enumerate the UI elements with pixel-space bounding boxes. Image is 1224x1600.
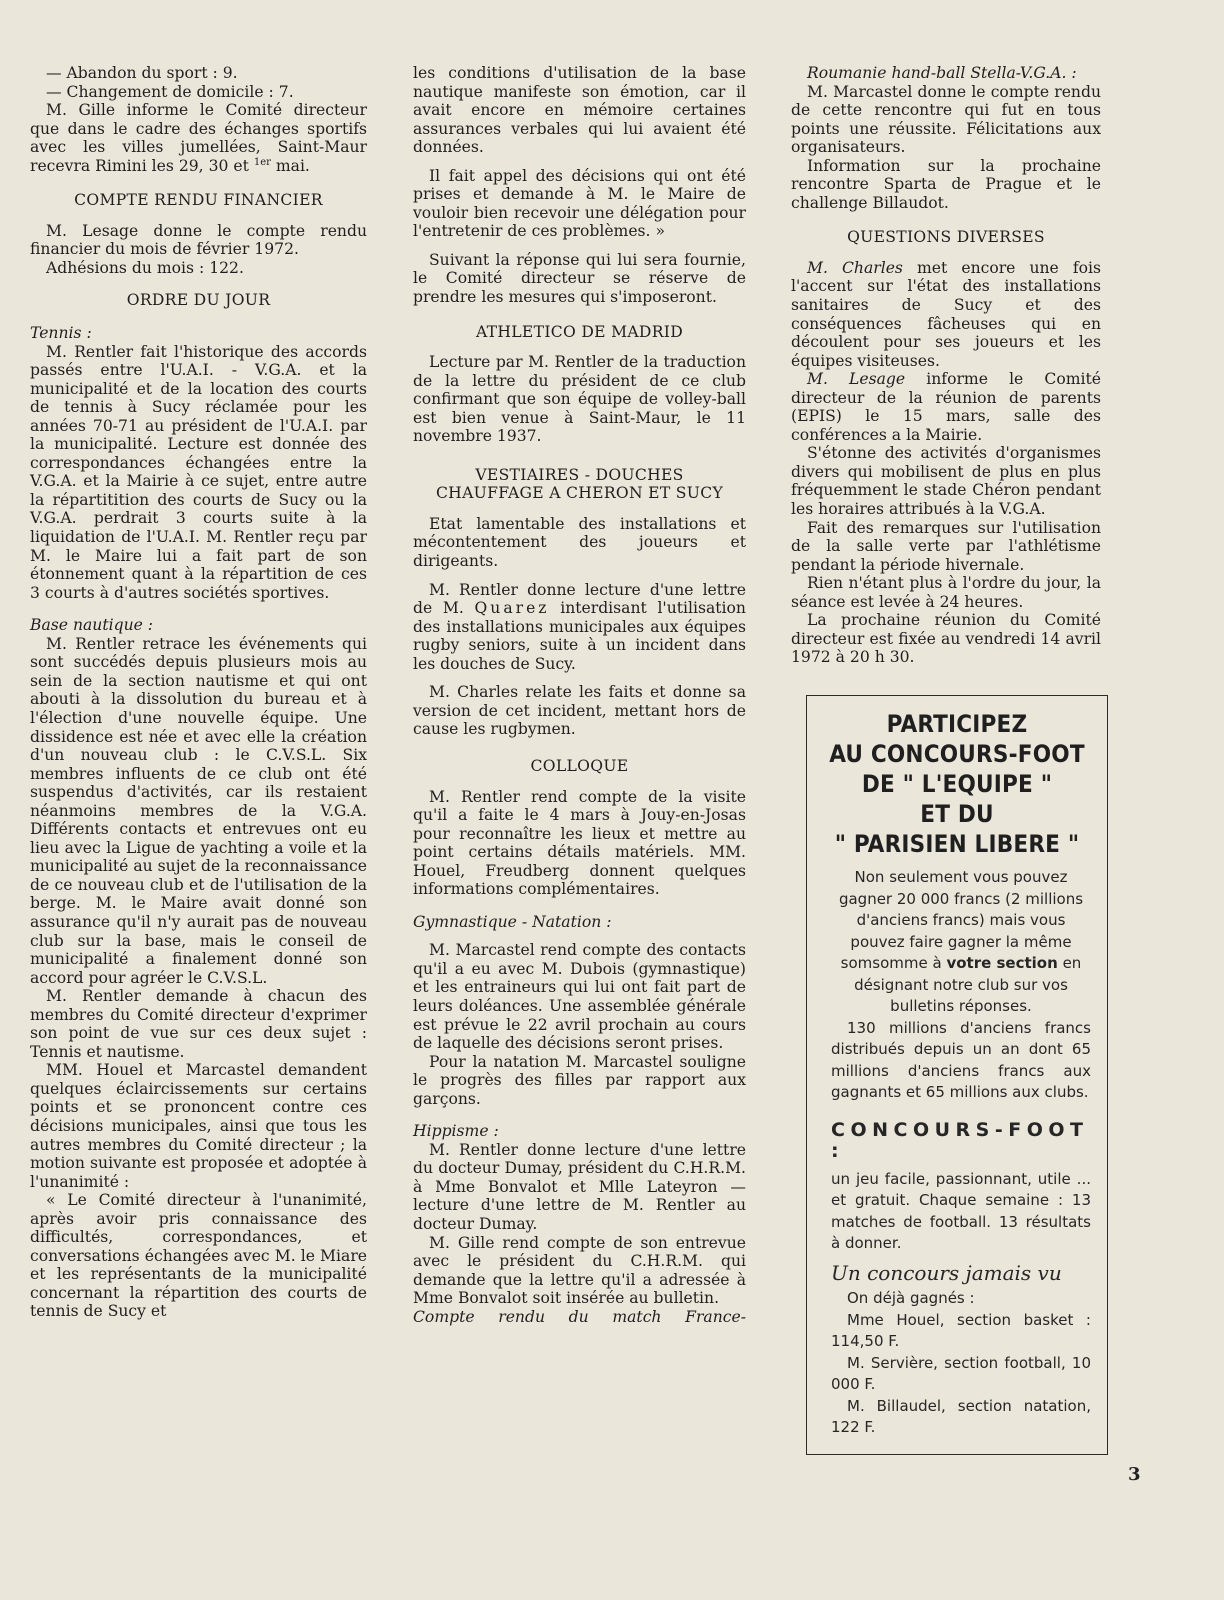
section-heading-colloque: COLLOQUE xyxy=(530,756,629,775)
paragraph: M. Lesage donne le compte rendu financier du mois de février 1972. xyxy=(30,221,367,259)
paragraph: Adhésions du mois : 122. xyxy=(46,258,244,277)
paragraph: — Abandon du sport : 9. xyxy=(46,64,238,82)
paragraph: M. Rentler donne lecture d'une lettre du docteur Dumay, président du C.H.R.M. à Mme Bonvalot et Mlle Lateyron — lecture d'une lettre de M. Rentler au docteur Dumay. xyxy=(413,1140,746,1233)
advert-paragraph: On déjà gagnés : xyxy=(847,1289,975,1307)
advert-winner: M. Billaudel, section natation, 122 F. xyxy=(831,1396,1091,1436)
advert-subtitle: CONCOURS-FOOT : xyxy=(831,1118,1089,1162)
subheading-hippisme: Hippisme : xyxy=(413,1122,499,1141)
paragraph: « Le Comité directeur à l'unanimité, après avoir pris connaissance des difficultés, correspondances, et conversations échangées avec M. le Miare et les représentants de la municipalité concernant la répartition des courts de tennis de Sucy et xyxy=(30,1191,367,1321)
paragraph: les conditions d'utilisation de la base nautique manifeste son émotion, car il avait encore en mémoire certaines assurances verbales qui lui avaient été données. xyxy=(413,64,746,157)
advert-slogan: Un concours jamais vu xyxy=(831,1260,1062,1285)
section-heading-finance: COMPTE RENDU FINANCIER xyxy=(74,191,323,210)
paragraph: Suivant la réponse qui lui sera fournie, le Comité directeur se réserve de prendre les mesures qui s'imposeront. xyxy=(413,250,746,307)
paragraph: Rien n'étant plus à l'ordre du jour, la séance est levée à 24 heures. xyxy=(791,574,1101,611)
subheading-base-nautique: Base nautique : xyxy=(30,616,154,635)
paragraph: — Changement de domicile : 7. xyxy=(46,82,294,101)
paragraph: Etat lamentable des installations et mécontentement des joueurs et dirigeants. xyxy=(413,514,746,571)
paragraph: La prochaine réunion du Comité directeur est fixée au vendredi 14 avril 1972 à 20 h 30. xyxy=(791,611,1101,667)
paragraph: Il fait appel des décisions qui ont été prises et demande à M. le Maire de vouloir bien recevoir une délégation pour l'entretenir de ces problèmes. » xyxy=(413,166,746,241)
paragraph: M. Rentler fait l'historique des accords passés entre l'U.A.I. - V.G.A. et la municipalité et de la location des courts de tennis à Sucy réclamée pour les années 70-71 au président de l'U.A.I. par la municipalité. Lecture est donnée des correspondances échangées entre la V.G.A. et la Mairie à ce sujet, entre autre la répartitition des courts de Sucy ou la V.G.A. perdrait 3 courts suite à la liquidation de l'U.A.I. M. Rentler reçu par M. le Maire lui a fait part de son étonnement quant à la répartition de ces 3 courts à d'autres sociétés sportives. xyxy=(30,342,367,602)
advert-paragraph: Non seulement vous pouvez gagner 20 000 francs (2 millions d'anciens francs) mais vous pouvez faire gagner la même somsomme à votre section en désignant notre club sur vos bulletins réponses. xyxy=(838,868,1084,1015)
paragraph: M. Charles met encore une fois l'accent sur l'état des installations sanitaires de Sucy et des conséquences fâcheuses qui en découlent pour ses joueurs et les équipes visiteuses. xyxy=(791,258,1101,370)
paragraph: M. Marcastel rend compte des contacts qu'il a eu avec M. Dubois (gymnastique) et les entraineurs qui lui ont fait part de leurs doléances. Une assemblée générale est prévue le 22 avril prochain au cours de laquelle des décisions seront prises. xyxy=(413,941,746,1053)
section-heading-questions: QUESTIONS DIVERSES xyxy=(847,228,1045,247)
paragraph: Lecture par M. Rentler de la traduction de la lettre du président de ce club confirmant que son équipe de volley-ball est bien venue à Saint-Maur, le 11 novembre 1937. xyxy=(413,353,746,446)
advert-title: PARTICIPEZ AU CONCOURS-FOOT DE " L'EQUIPE " ET DU " PARISIEN LIBERE " xyxy=(829,710,1085,858)
advert-winner: Mme Houel, section basket : 114,50 F. xyxy=(831,1310,1091,1350)
section-heading-athletico: ATHLETICO DE MADRID xyxy=(475,322,684,341)
concours-foot-advert xyxy=(806,695,1108,1455)
advert-body xyxy=(807,867,1107,1439)
paragraph: S'étonne des activités d'organismes divers qui mobilisent de plus en plus fréquemment le stade Chéron pendant les horaires attribués à la V.G.A. xyxy=(791,444,1101,519)
advert-winner: M. Servière, section football, 10 000 F. xyxy=(831,1353,1091,1393)
paragraph: M. Rentler retrace les événements qui sont succédés depuis plusieurs mois au sein de la section nautisme et qui ont abouti à la dissolution du bureau et à l'élection d'une nouvelle équipe. Une dissidence est née et avec elle la création d'un nouveau club : le C.V.S.L. Six membres influents de ce club ont été suspendus d'activités, car ils restaient néanmoins membres de la V.G.A. Différents contacts et entrevues ont eu lieu avec la Ligue de yachting a voile et la municipalité au sujet de la reconnaissance de ce nouveau club et de l'utilisation de la berge. M. le Maire avait donné son assurance qu'il n'y aurait pas de nouveau club sur la base, mais le conseil de municipalité a finalement donné son accord pour agréer le C.V.S.L. xyxy=(30,634,367,987)
advert-paragraph: un jeu facile, passionnant, utile ... et gratuit. Chaque semaine : 13 matches de football. 13 résultats à donner. xyxy=(831,1169,1091,1252)
column-1 xyxy=(30,64,367,1321)
paragraph: M. Rentler rend compte de la visite qu'il a faite le 4 mars à Jouy-en-Josas pour reconnaître les lieux et mettre au point certains détails matériels. MM. Houel, Freudberg donnent quelques informations complémentaires. xyxy=(413,787,746,899)
paragraph: M. Rentler demande à chacun des membres du Comité directeur d'exprimer son point de vue sur ces deux sujet : Tennis et nautisme. xyxy=(30,987,367,1061)
paragraph: Information sur la prochaine rencontre Sparta de Prague et le challenge Billaudot. xyxy=(791,156,1101,212)
paragraph: M. Marcastel donne le compte rendu de cette rencontre qui fut en tous points une réussite. Félicitations aux organisateurs. xyxy=(791,82,1101,157)
subheading-tennis: Tennis : xyxy=(30,324,92,343)
column-3 xyxy=(791,64,1101,667)
paragraph: M. Gille informe le Comité directeur que dans le cadre des échanges sportifs avec les villes jumellées, Saint-Maur recevra Rimini les 29, 30 et $^{1er}$ mai. xyxy=(30,101,367,175)
section-heading-vestiaires: VESTIAIRES - DOUCHES xyxy=(475,465,684,484)
section-heading-ordre: ORDRE DU JOUR xyxy=(126,291,271,310)
paragraph-italic: Roumanie hand-ball Stella-V.G.A. : xyxy=(807,64,1077,82)
paragraph: M. Gille rend compte de son entrevue avec le président du C.H.R.M. qui demande que la lettre qu'il a adressée à Mme Bonvalot soit insérée au bulletin. xyxy=(413,1233,746,1308)
column-2 xyxy=(413,64,746,1326)
paragraph: M. Charles relate les faits et donne sa version de cet incident, mettant hors de cause les rugbymen. xyxy=(413,683,746,739)
page-number: 3 xyxy=(1128,1464,1141,1485)
subheading-gymnastique: Gymnastique - Natation : xyxy=(413,912,612,931)
paragraph: M. Lesage informe le Comité directeur de la réunion de parents (EPIS) le 15 mars, salle des conférences a la Mairie. xyxy=(791,370,1101,444)
paragraph-continued: Compte rendu du match France- xyxy=(413,1307,746,1326)
paragraph: M. Rentler donne lecture d'une lettre de M. Quarez interdisant l'utilisation des installations municipales aux équipes rugby seniors, suite à un incident dans les douches de Sucy. xyxy=(413,580,746,673)
paragraph: Fait des remarques sur l'utilisation de la salle verte par l'athlétisme pendant la période hivernale. xyxy=(791,518,1101,574)
section-heading-chauffage: CHAUFFAGE A CHERON ET SUCY xyxy=(435,484,724,503)
paragraph: Pour la natation M. Marcastel souligne le progrès des filles par rapport aux garçons. xyxy=(413,1052,746,1108)
paragraph: MM. Houel et Marcastel demandent quelques éclaircissements sur certains points et se prononcent contre ces décisions municipales, ainsi que tous les autres membres du Comité directeur ; la motion suivante est proposée et adoptée à l'unanimité : xyxy=(30,1061,367,1191)
advert-paragraph: 130 millions d'anciens francs distribués depuis un an dont 65 millions d'anciens francs aux gagnants et 65 millions aux clubs. xyxy=(831,1018,1091,1101)
